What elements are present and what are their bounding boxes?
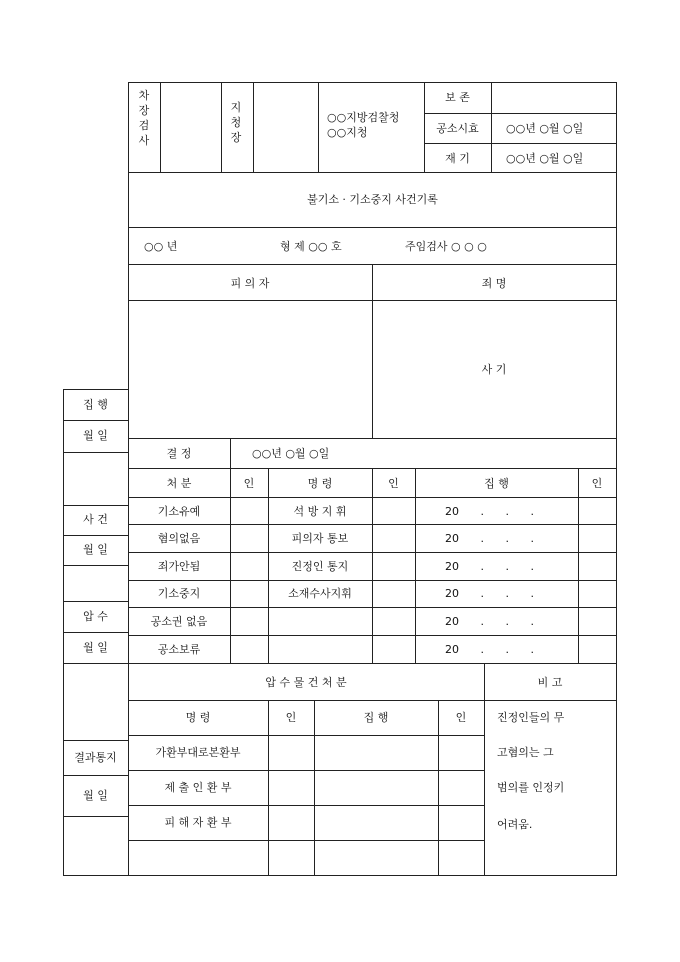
left-date4-label: 월 일 — [83, 789, 108, 802]
table-row-execution: 20 . . . — [445, 615, 534, 628]
remarks-line: 어려움. — [497, 818, 533, 831]
table-row-disposition: 공소보류 — [157, 643, 201, 656]
decision-label: 결 정 — [166, 447, 192, 460]
charge-header: 죄 명 — [481, 277, 507, 290]
left-result-label: 결과통지 — [74, 751, 117, 764]
review-value: ○○년 ○월 ○일 — [506, 152, 584, 165]
left-seizure-label: 압 수 — [83, 610, 108, 623]
table-row-disposition: 공소권 없음 — [150, 615, 208, 628]
table-row-disposition: 죄가안됨 — [157, 560, 201, 573]
statute-value: ○○년 ○월 ○일 — [506, 122, 584, 135]
table-row-order: 피의자 통보 — [291, 532, 349, 545]
table-row-disposition: 기소중지 — [157, 587, 201, 600]
left-date1-label: 월 일 — [83, 429, 108, 442]
seizure-row: 제 출 인 환 부 — [164, 781, 232, 794]
decision-date: ○○년 ○월 ○일 — [252, 447, 330, 460]
left-case-label: 사 건 — [83, 513, 108, 526]
table-row-execution: 20 . . . — [445, 532, 534, 545]
order-header: 명 령 — [307, 477, 333, 490]
execution-seal-header: 인 — [591, 477, 603, 490]
remarks-line: 범의를 인정키 — [497, 781, 565, 794]
suspect-header: 피 의 자 — [230, 277, 270, 290]
facts-label: 사 기 — [481, 363, 507, 376]
record-year: ○○ 년 — [144, 240, 178, 253]
review-label: 재 기 — [445, 152, 470, 165]
table-row-execution: 20 . . . — [445, 560, 534, 573]
seizure-execution-seal-header: 인 — [455, 711, 467, 724]
disposition-header: 처 분 — [166, 477, 192, 490]
table-row-disposition: 혐의없음 — [157, 532, 201, 545]
statute-label: 공소시효 — [436, 122, 479, 135]
table-row-execution: 20 . . . — [445, 505, 534, 518]
table-row-order: 진정인 통지 — [291, 560, 349, 573]
disposition-seal-header: 인 — [243, 477, 255, 490]
retention-label: 보 존 — [445, 91, 470, 104]
chief-label: 지 청 장 — [230, 101, 242, 144]
seizure-row: 피 해 자 환 부 — [164, 816, 232, 829]
seizure-execution-header: 집 행 — [363, 711, 389, 724]
remarks-title: 비 고 — [537, 676, 563, 689]
seizure-seal-header: 인 — [285, 711, 297, 724]
prosecutor-name: 주임검사 ○ ○ ○ — [405, 240, 487, 253]
case-number: 형 제 ○○ 호 — [280, 240, 342, 253]
seizure-row: 가환부대로본환부 — [155, 746, 241, 759]
office-name: ○○지방검찰청 ○○지청 — [327, 111, 400, 139]
deputy-prosecutor-label: 차 장 검 사 — [138, 89, 150, 147]
left-execution-label: 집 행 — [83, 398, 108, 411]
table-row-execution: 20 . . . — [445, 643, 534, 656]
table-row-execution: 20 . . . — [445, 587, 534, 600]
left-date3-label: 월 일 — [83, 641, 108, 654]
remarks-line: 진정인들의 무 — [497, 711, 565, 724]
seizure-order-header: 명 령 — [185, 711, 211, 724]
table-row-disposition: 기소유예 — [157, 505, 201, 518]
left-date2-label: 월 일 — [83, 543, 108, 556]
remarks-line: 고혐의는 그 — [497, 746, 554, 759]
seizure-title: 압 수 물 건 처 분 — [265, 676, 347, 689]
record-title: 불기소 · 기소중지 사건기록 — [307, 193, 438, 206]
table-row-order: 석 방 지 휘 — [293, 505, 347, 518]
execution-header: 집 행 — [484, 477, 509, 490]
table-row-order: 소재수사지휘 — [288, 587, 352, 600]
order-seal-header: 인 — [388, 477, 399, 490]
